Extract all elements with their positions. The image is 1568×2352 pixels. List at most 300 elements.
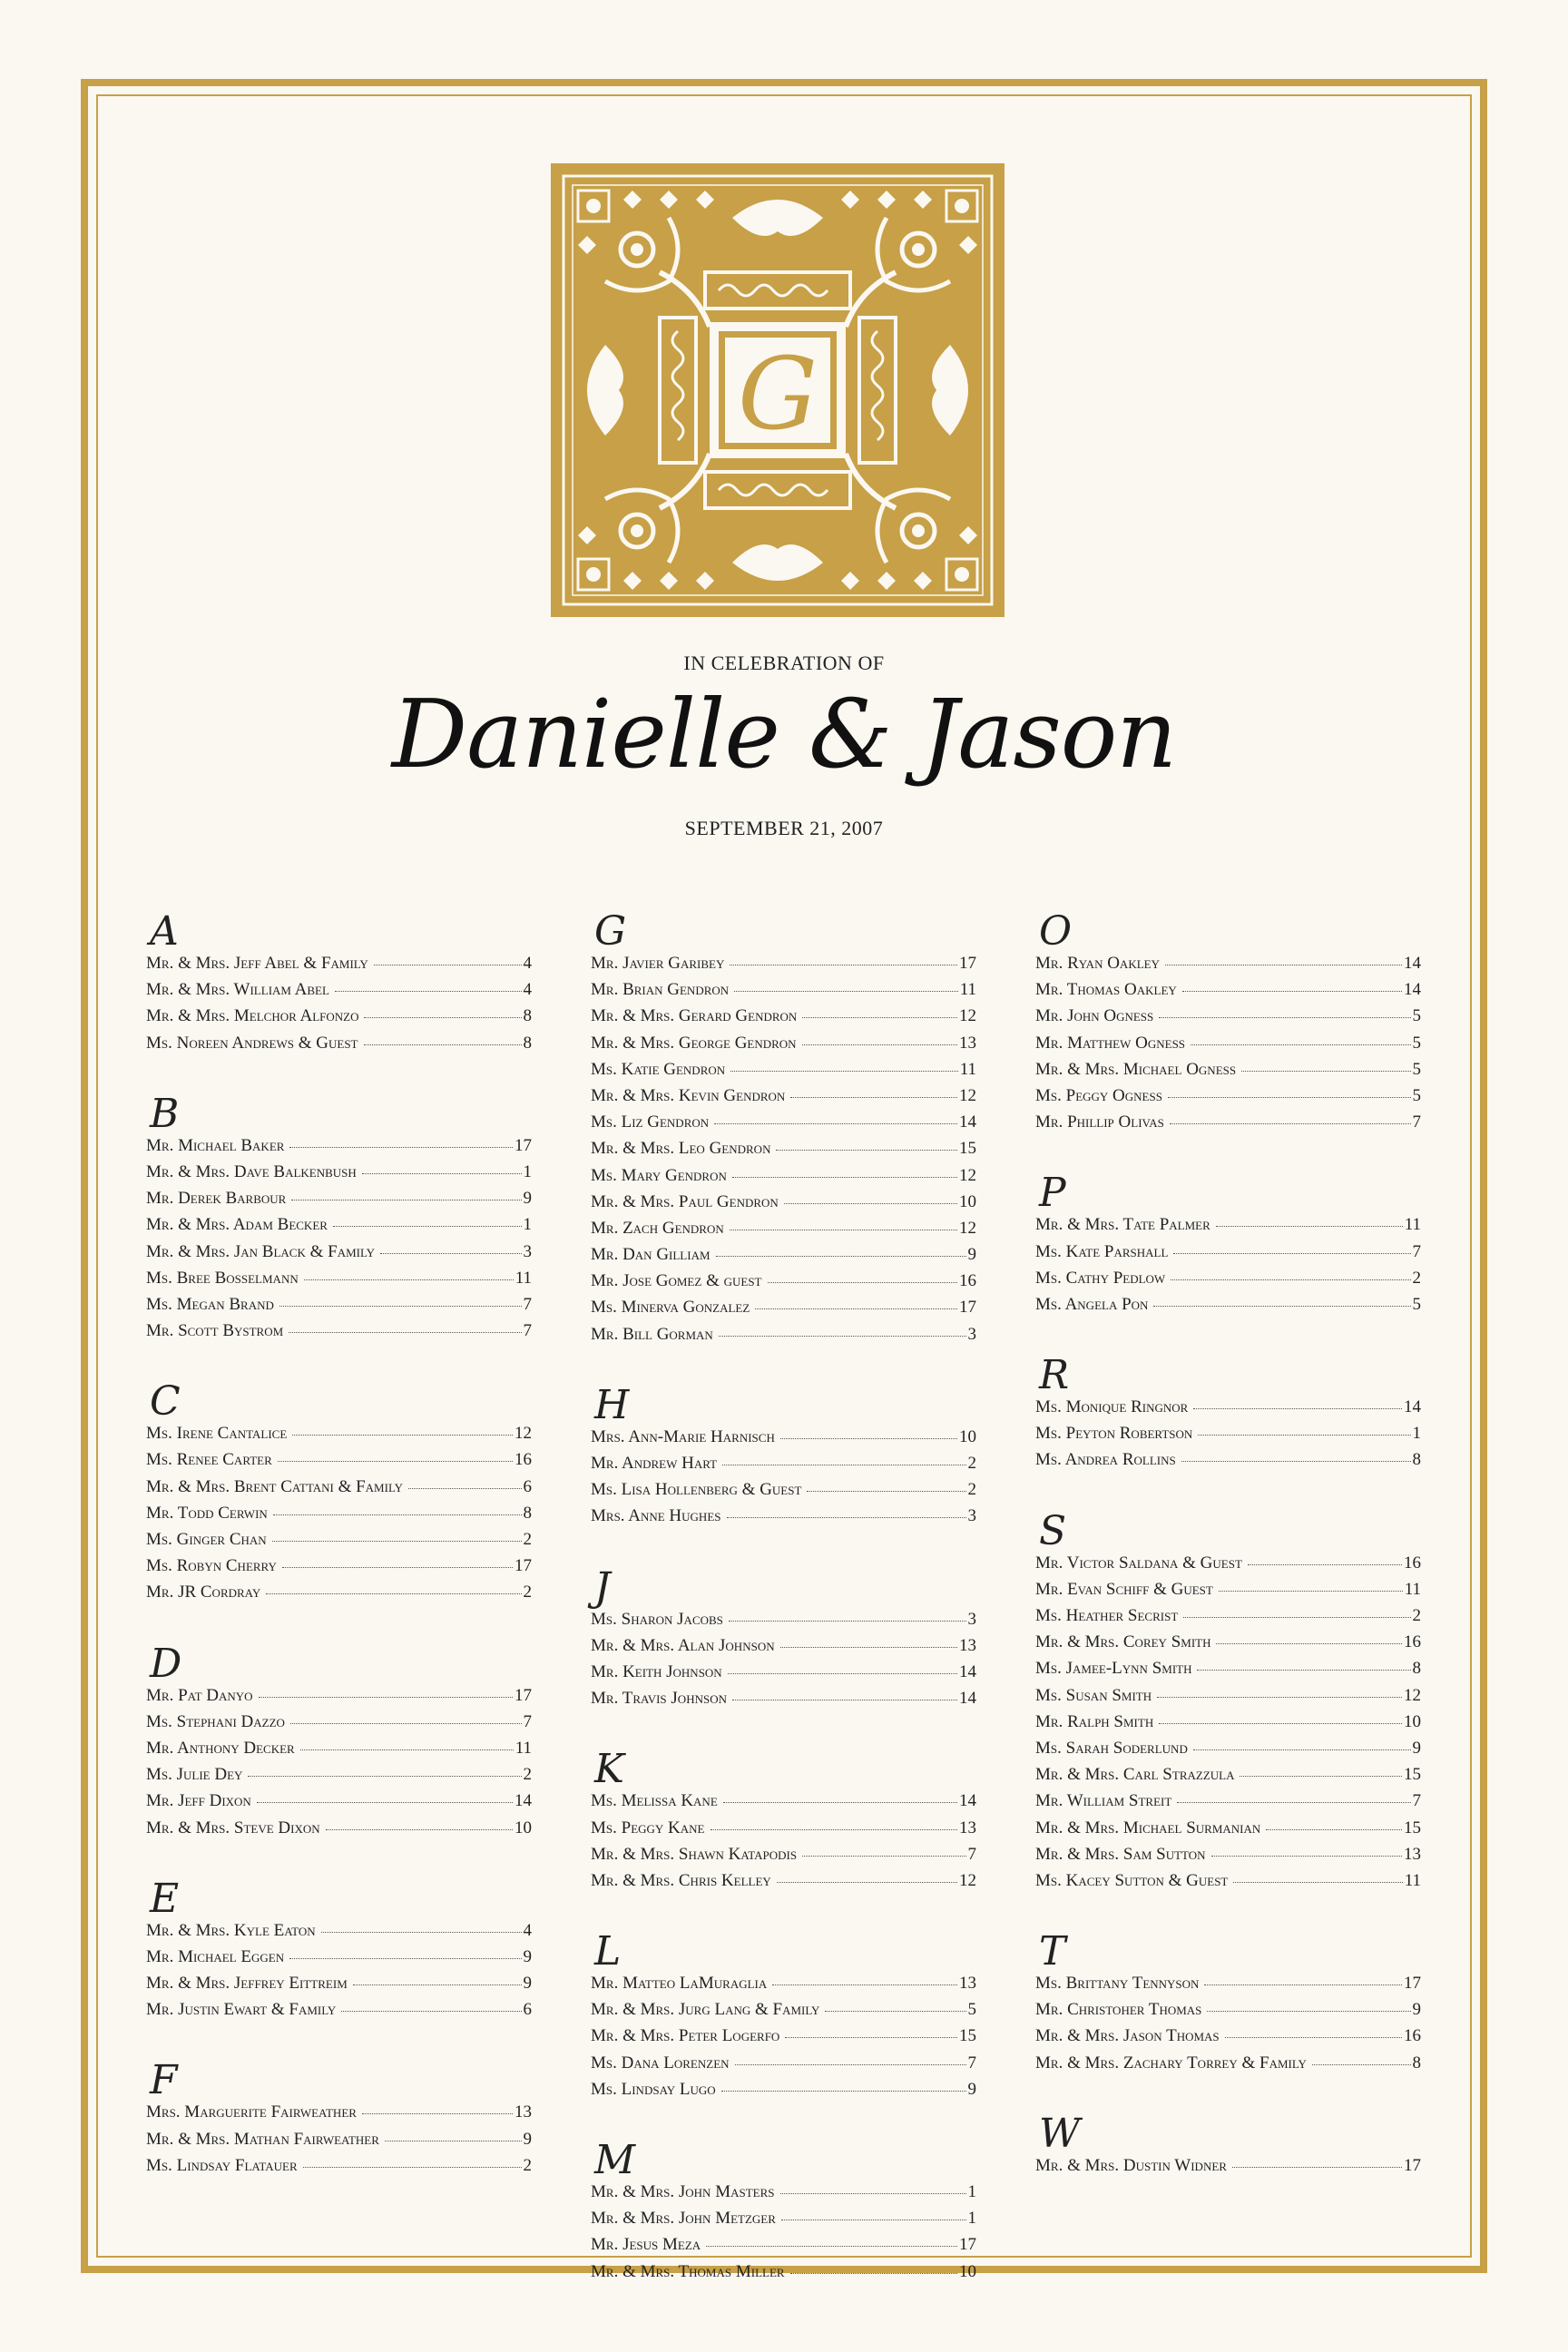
guest-entry — [591, 1192, 976, 1219]
guest-name: Mr. & Mrs. Dustin Widner — [1035, 2155, 1227, 2175]
guest-entry — [1035, 2026, 1421, 2053]
guest-name: Mr. & Mrs. Kyle Eaton — [146, 1920, 316, 1940]
table-number: 2 — [967, 1454, 976, 1473]
table-number: 5 — [967, 2000, 976, 2020]
guest-entry — [1035, 1686, 1421, 1712]
guest-name: Ms. Noreen Andrews & Guest — [146, 1033, 358, 1053]
guest-entry — [146, 1739, 532, 1765]
guest-name: Ms. Mary Gendron — [591, 1165, 727, 1185]
guest-entry — [1035, 1580, 1421, 1606]
guest-name: Ms. Brittany Tennyson — [1035, 1974, 1200, 1994]
dot-leader — [776, 1149, 957, 1151]
dot-leader — [385, 2140, 522, 2141]
guest-entry — [146, 1189, 532, 1215]
guest-name: Mr. & Mrs. Jurg Lang & Family — [591, 2000, 820, 2020]
table-number: 4 — [523, 1920, 532, 1940]
table-number: 15 — [959, 1139, 976, 1159]
guest-entry — [591, 1219, 976, 1245]
guest-entry — [1035, 1659, 1421, 1685]
section-letter: E — [150, 1875, 180, 1922]
guest-name: Mrs. Marguerite Fairweather — [146, 2102, 357, 2122]
section-letter: C — [150, 1378, 181, 1426]
monogram-ornament — [551, 163, 1004, 617]
guest-name: Mr. Victor Saldana & Guest — [1035, 1553, 1242, 1573]
monogram-letter: G — [738, 336, 818, 452]
dot-leader — [802, 1855, 965, 1857]
guest-entry — [1035, 1871, 1421, 1897]
dot-leader — [362, 2112, 513, 2114]
dot-leader — [290, 1722, 522, 1724]
guest-name: Mr. Justin Ewart & Family — [146, 2000, 337, 2020]
table-number: 17 — [514, 1135, 532, 1155]
guest-entry — [146, 1295, 532, 1321]
table-number: 13 — [959, 1033, 976, 1053]
letter-group-l — [591, 1923, 976, 2132]
letter-group-p — [1035, 1164, 1421, 1347]
dot-leader — [1193, 1749, 1411, 1750]
dot-leader — [1232, 2166, 1402, 2168]
table-number: 8 — [523, 1503, 532, 1523]
table-number: 8 — [523, 1033, 532, 1053]
letter-group-f — [146, 2052, 532, 2208]
table-number: 9 — [1412, 1738, 1421, 1758]
guest-entry — [1035, 1397, 1421, 1424]
dot-leader — [1171, 1279, 1410, 1280]
table-number: 1 — [523, 1161, 532, 1181]
dot-leader — [1216, 1225, 1403, 1227]
table-number: 9 — [1412, 2000, 1421, 2020]
dot-leader — [1197, 1669, 1410, 1671]
dot-leader — [291, 1199, 521, 1200]
table-number: 3 — [523, 1241, 532, 1261]
guest-entry — [146, 1034, 532, 1060]
table-number: 1 — [967, 2209, 976, 2229]
table-number: 7 — [967, 2053, 976, 2073]
guest-name: Mr. Ralph Smith — [1035, 1711, 1154, 1731]
dot-leader — [257, 1801, 513, 1803]
dot-leader — [755, 1308, 957, 1309]
table-number: 5 — [1412, 1006, 1421, 1026]
guest-name: Mr. Ryan Oakley — [1035, 954, 1160, 973]
letter-group-t — [1035, 1923, 1421, 2105]
guest-name: Ms. Katie Gendron — [591, 1059, 726, 1079]
guest-name: Mr. & Mrs. Thomas Miller — [591, 2261, 785, 2281]
guest-entry — [591, 980, 976, 1006]
table-number: 17 — [514, 1556, 532, 1576]
guest-entry — [591, 1689, 976, 1715]
table-number: 17 — [959, 954, 976, 973]
dot-leader — [1204, 1984, 1402, 1985]
guest-name: Mr. & Mrs. Tate Palmer — [1035, 1215, 1210, 1235]
guest-entry — [146, 1791, 532, 1818]
table-number: 8 — [1412, 1450, 1421, 1470]
letter-group-r — [1035, 1347, 1421, 1503]
dot-leader — [335, 990, 522, 992]
dot-leader — [734, 990, 958, 992]
guest-entry — [591, 1139, 976, 1165]
guest-entry — [146, 1215, 532, 1241]
table-number: 2 — [523, 1765, 532, 1785]
celebration-text: IN CELEBRATION OF — [683, 652, 885, 674]
guest-name: Mr. Brian Gendron — [591, 980, 730, 1000]
guest-name: Mr. Thomas Oakley — [1035, 980, 1177, 1000]
section-letter: B — [150, 1090, 180, 1137]
dot-leader — [380, 1252, 521, 1254]
guest-name: Mr. Jose Gomez & guest — [591, 1271, 762, 1291]
table-number: 7 — [523, 1321, 532, 1341]
guest-name: Mr. Pat Danyo — [146, 1685, 253, 1705]
guest-entry — [146, 2000, 532, 2026]
guest-entry — [1035, 1450, 1421, 1476]
table-number: 16 — [1404, 2026, 1421, 2046]
guest-name: Mr. & Mrs. Steve Dixon — [146, 1818, 320, 1838]
guest-name: Mr. & Mrs. Alan Johnson — [591, 1635, 775, 1655]
guest-name: Mr. Keith Johnson — [591, 1661, 722, 1681]
guest-entry — [591, 1245, 976, 1271]
guest-entry — [1035, 954, 1421, 980]
table-number: 11 — [1404, 1215, 1421, 1235]
table-number: 7 — [967, 1844, 976, 1864]
dot-leader — [784, 1202, 957, 1204]
guest-name: Ms. Melissa Kane — [591, 1791, 718, 1811]
guest-entry — [591, 1166, 976, 1192]
table-number: 7 — [1412, 1241, 1421, 1261]
guest-entry — [591, 1480, 976, 1506]
table-number: 3 — [967, 1609, 976, 1629]
dot-leader — [719, 1335, 966, 1337]
guest-entry — [146, 1242, 532, 1269]
table-number: 9 — [967, 1245, 976, 1265]
dot-leader — [732, 1176, 957, 1178]
table-number: 2 — [523, 2155, 532, 2175]
guest-name: Mr. Evan Schiff & Guest — [1035, 1579, 1213, 1599]
dot-leader — [710, 1828, 958, 1830]
guest-entry — [1035, 1739, 1421, 1765]
guest-entry — [591, 1112, 976, 1139]
table-number: 2 — [523, 1583, 532, 1602]
guest-entry — [146, 1424, 532, 1450]
letter-group-e — [146, 1870, 532, 2053]
guest-entry — [146, 1006, 532, 1033]
section-letter: P — [1039, 1170, 1066, 1217]
table-number: 5 — [1412, 1033, 1421, 1053]
guest-entry — [591, 2053, 976, 2080]
guest-name: Ms. Cathy Pedlow — [1035, 1268, 1166, 1288]
guest-name: Mr. & Mrs. John Metzger — [591, 2209, 776, 2229]
guest-entry — [591, 2080, 976, 2106]
guest-name: Mr. & Mrs. Zachary Torrey & Family — [1035, 2053, 1307, 2073]
table-number: 17 — [514, 1685, 532, 1705]
guest-name: Mr. Matteo LaMuraglia — [591, 1974, 768, 1994]
table-number: 1 — [1412, 1424, 1421, 1444]
guest-name: Ms. Bree Bosselmann — [146, 1268, 299, 1288]
dot-leader — [273, 1514, 522, 1515]
table-number: 3 — [967, 1506, 976, 1526]
section-letter: W — [1039, 2110, 1081, 2157]
guest-name: Ms. Megan Brand — [146, 1294, 274, 1314]
dot-leader — [289, 1146, 513, 1148]
guest-name: Mr. & Mrs. Mathan Fairweather — [146, 2129, 379, 2149]
table-number: 4 — [523, 980, 532, 1000]
letter-group-w — [1035, 2105, 1421, 2208]
section-letter: O — [1039, 908, 1073, 955]
table-number: 5 — [1412, 1059, 1421, 1079]
guest-name: Ms. Liz Gendron — [591, 1112, 710, 1132]
guest-name: Mr. & Mrs. George Gendron — [591, 1033, 797, 1053]
table-number: 5 — [1412, 1085, 1421, 1105]
guest-entry — [591, 1974, 976, 2000]
dot-leader — [1153, 1305, 1410, 1307]
dot-leader — [1248, 1563, 1402, 1565]
guest-entry — [146, 1477, 532, 1504]
guest-entry — [591, 1662, 976, 1689]
dot-leader — [777, 1881, 957, 1883]
guest-entry — [591, 1298, 976, 1324]
guest-name: Ms. Susan Smith — [1035, 1685, 1152, 1705]
guest-entry — [591, 1325, 976, 1351]
guest-name: Ms. Andrea Rollins — [1035, 1450, 1176, 1470]
guest-entry — [1035, 1424, 1421, 1450]
table-number: 7 — [523, 1294, 532, 1314]
dot-leader — [807, 1490, 965, 1492]
dot-leader — [1177, 1801, 1410, 1803]
dot-leader — [279, 1305, 522, 1307]
guest-entry — [591, 1636, 976, 1662]
guest-entry — [146, 1818, 532, 1845]
guest-entry — [591, 2235, 976, 2261]
dot-leader — [1159, 1016, 1410, 1018]
guest-entry — [146, 1269, 532, 1295]
table-number: 14 — [959, 1689, 976, 1709]
letter-group-b — [146, 1085, 532, 1374]
guest-entry — [591, 1610, 976, 1636]
table-number: 6 — [523, 1476, 532, 1496]
dot-leader — [300, 1749, 514, 1750]
dot-leader — [362, 1172, 522, 1174]
table-number: 17 — [959, 2235, 976, 2255]
guest-name: Ms. Dana Lorenzen — [591, 2053, 730, 2073]
dot-leader — [1165, 964, 1402, 965]
table-number: 12 — [959, 1870, 976, 1890]
table-number: 8 — [523, 1006, 532, 1026]
guest-name: Mr. Zach Gendron — [591, 1218, 724, 1238]
guest-name: Ms. Kate Parshall — [1035, 1241, 1169, 1261]
section-letter: M — [594, 2137, 636, 2183]
guest-name: Mr. & Mrs. Melchor Alfonzo — [146, 1006, 359, 1026]
table-number: 12 — [514, 1424, 532, 1444]
guest-name: Mr. Michael Baker — [146, 1135, 285, 1155]
dot-leader — [292, 1434, 513, 1436]
dot-leader — [1191, 1044, 1410, 1045]
guest-name: Mr. & Mrs. Jeffrey Eittreim — [146, 1974, 348, 1994]
dot-leader — [289, 1957, 521, 1959]
table-number: 13 — [959, 1818, 976, 1838]
dot-leader — [706, 2245, 957, 2247]
guest-name: Mr. Matthew Ogness — [1035, 1033, 1186, 1053]
guest-entry — [591, 2209, 976, 2235]
guest-name: Mr. Travis Johnson — [591, 1689, 727, 1709]
guest-entry — [146, 2102, 532, 2129]
table-number: 16 — [1404, 1632, 1421, 1652]
guest-entry — [591, 2182, 976, 2209]
guest-entry — [1035, 1632, 1421, 1659]
table-number: 1 — [967, 2182, 976, 2201]
table-number: 7 — [523, 1711, 532, 1731]
guest-name: Mr. & Mrs. Jeff Abel & Family — [146, 954, 368, 973]
dot-leader — [825, 2010, 965, 2012]
dot-leader — [780, 2192, 966, 2194]
dot-leader — [341, 2010, 521, 2012]
guest-name: Mr. & Mrs. Gerard Gendron — [591, 1006, 798, 1026]
dot-leader — [768, 1281, 958, 1283]
guest-name: Mrs. Ann-Marie Harnisch — [591, 1426, 775, 1446]
table-number: 14 — [959, 1661, 976, 1681]
table-number: 7 — [1412, 1112, 1421, 1132]
guest-entry — [1035, 1818, 1421, 1845]
table-number: 13 — [959, 1974, 976, 1994]
guest-name: Mr. & Mrs. Carl Strazzula — [1035, 1765, 1235, 1785]
dot-leader — [1219, 1590, 1403, 1592]
table-number: 2 — [1412, 1268, 1421, 1288]
guest-name: Mr. Christoher Thomas — [1035, 2000, 1202, 2020]
dot-leader — [1159, 1722, 1402, 1724]
dot-leader — [278, 1460, 513, 1462]
guest-name: Ms. Renee Carter — [146, 1450, 272, 1470]
guest-name: Ms. Minerva Gonzalez — [591, 1298, 750, 1318]
guest-name: Ms. Kacey Sutton & Guest — [1035, 1870, 1229, 1890]
dot-leader — [1193, 1407, 1402, 1409]
dot-leader — [780, 1437, 957, 1439]
table-number: 14 — [1404, 980, 1421, 1000]
guest-entry — [146, 1947, 532, 1974]
table-number: 14 — [959, 1112, 976, 1132]
guest-name: Mr. & Mrs. Jan Black & Family — [146, 1241, 376, 1261]
dot-leader — [272, 1540, 522, 1542]
section-letter: S — [1039, 1507, 1067, 1554]
guest-entry — [591, 1818, 976, 1845]
guest-name: Ms. Peggy Kane — [591, 1818, 705, 1838]
guest-entry — [1035, 1215, 1421, 1241]
guest-entry — [146, 2130, 532, 2156]
table-number: 14 — [1404, 1397, 1421, 1417]
dot-leader — [1182, 990, 1402, 992]
section-letter: H — [594, 1381, 630, 1428]
dot-leader — [1216, 1642, 1402, 1644]
event-date: SEPTEMBER 21, 2007 — [684, 817, 884, 839]
dot-leader — [772, 1984, 957, 1985]
couple-names: Danielle & Jason — [391, 679, 1177, 789]
guest-name: Ms. Julie Dey — [146, 1765, 243, 1785]
guest-name: Mr. William Streit — [1035, 1791, 1172, 1811]
dot-leader — [730, 1070, 958, 1072]
table-number: 16 — [959, 1271, 976, 1291]
guest-name: Mr. & Mrs. John Masters — [591, 2182, 775, 2201]
dot-leader — [1240, 1775, 1402, 1777]
letter-group-g — [591, 903, 976, 1377]
guest-entry — [1035, 2000, 1421, 2026]
guest-entry — [591, 1427, 976, 1454]
dot-leader — [304, 1279, 514, 1280]
dot-leader — [727, 1516, 966, 1518]
guest-name: Ms. Ginger Chan — [146, 1530, 267, 1549]
dot-leader — [1312, 2063, 1411, 2065]
guest-entry — [1035, 1242, 1421, 1269]
letter-group-m — [591, 2132, 976, 2314]
dot-leader — [790, 1096, 957, 1098]
seating-column-2 — [591, 903, 976, 2314]
letter-group-a — [146, 903, 532, 1085]
dot-leader — [1173, 1252, 1410, 1254]
guest-name: Mr. John Ogness — [1035, 1006, 1154, 1026]
guest-entry — [146, 1974, 532, 2000]
table-number: 8 — [1412, 1659, 1421, 1679]
dot-leader — [282, 1566, 513, 1568]
seating-column-1 — [146, 903, 532, 2208]
dot-leader — [802, 1044, 957, 1045]
guest-name: Ms. Peggy Ogness — [1035, 1085, 1162, 1105]
seating-column-3 — [1035, 903, 1421, 2208]
dot-leader — [326, 1828, 513, 1830]
guest-name: Mr. & Mrs. Adam Becker — [146, 1215, 328, 1235]
dot-leader — [1211, 1855, 1402, 1857]
table-number: 10 — [1404, 1711, 1421, 1731]
dot-leader — [780, 1646, 957, 1648]
guest-name: Mr. Dan Gilliam — [591, 1245, 710, 1265]
guest-entry — [1035, 1034, 1421, 1060]
dot-leader — [730, 1229, 957, 1230]
guest-name: Mr. Phillip Olivas — [1035, 1112, 1164, 1132]
guest-name: Ms. Stephani Dazzo — [146, 1711, 285, 1731]
dot-leader — [1266, 1828, 1402, 1830]
guest-entry — [591, 1871, 976, 1897]
table-number: 15 — [1404, 1818, 1421, 1838]
guest-entry — [1035, 1269, 1421, 1295]
guest-name: Mr. & Mrs. Sam Sutton — [1035, 1844, 1206, 1864]
guest-name: Mr. Javier Garibey — [591, 954, 725, 973]
guest-name: Mr. Anthony Decker — [146, 1738, 295, 1758]
dot-leader — [266, 1592, 521, 1594]
guest-entry — [1035, 1791, 1421, 1818]
table-number: 11 — [514, 1268, 532, 1288]
dot-leader — [785, 2036, 957, 2038]
dot-leader — [730, 964, 957, 965]
guest-name: Mr. Bill Gorman — [591, 1324, 713, 1344]
section-letter: G — [594, 908, 627, 955]
dot-leader — [729, 1620, 966, 1622]
table-number: 8 — [1412, 2053, 1421, 2073]
dot-leader — [408, 1487, 522, 1489]
guest-entry — [1035, 1086, 1421, 1112]
dot-leader — [1170, 1122, 1411, 1124]
guest-entry — [146, 1321, 532, 1348]
table-number: 16 — [514, 1450, 532, 1470]
table-number: 12 — [959, 1085, 976, 1105]
guest-entry — [146, 1556, 532, 1583]
table-number: 2 — [967, 1480, 976, 1500]
dot-leader — [289, 1331, 521, 1333]
guest-name: Mr. & Mrs. Dave Balkenbush — [146, 1161, 357, 1181]
table-number: 15 — [959, 2026, 976, 2046]
guest-entry — [146, 954, 532, 980]
guest-entry — [1035, 1006, 1421, 1033]
guest-entry — [591, 2026, 976, 2053]
guest-name: Mr. Derek Barbour — [146, 1189, 287, 1209]
table-number: 1 — [523, 1215, 532, 1235]
table-number: 10 — [959, 1191, 976, 1211]
table-number: 7 — [1412, 1791, 1421, 1811]
table-number: 4 — [523, 954, 532, 973]
letter-group-j — [591, 1559, 976, 1741]
